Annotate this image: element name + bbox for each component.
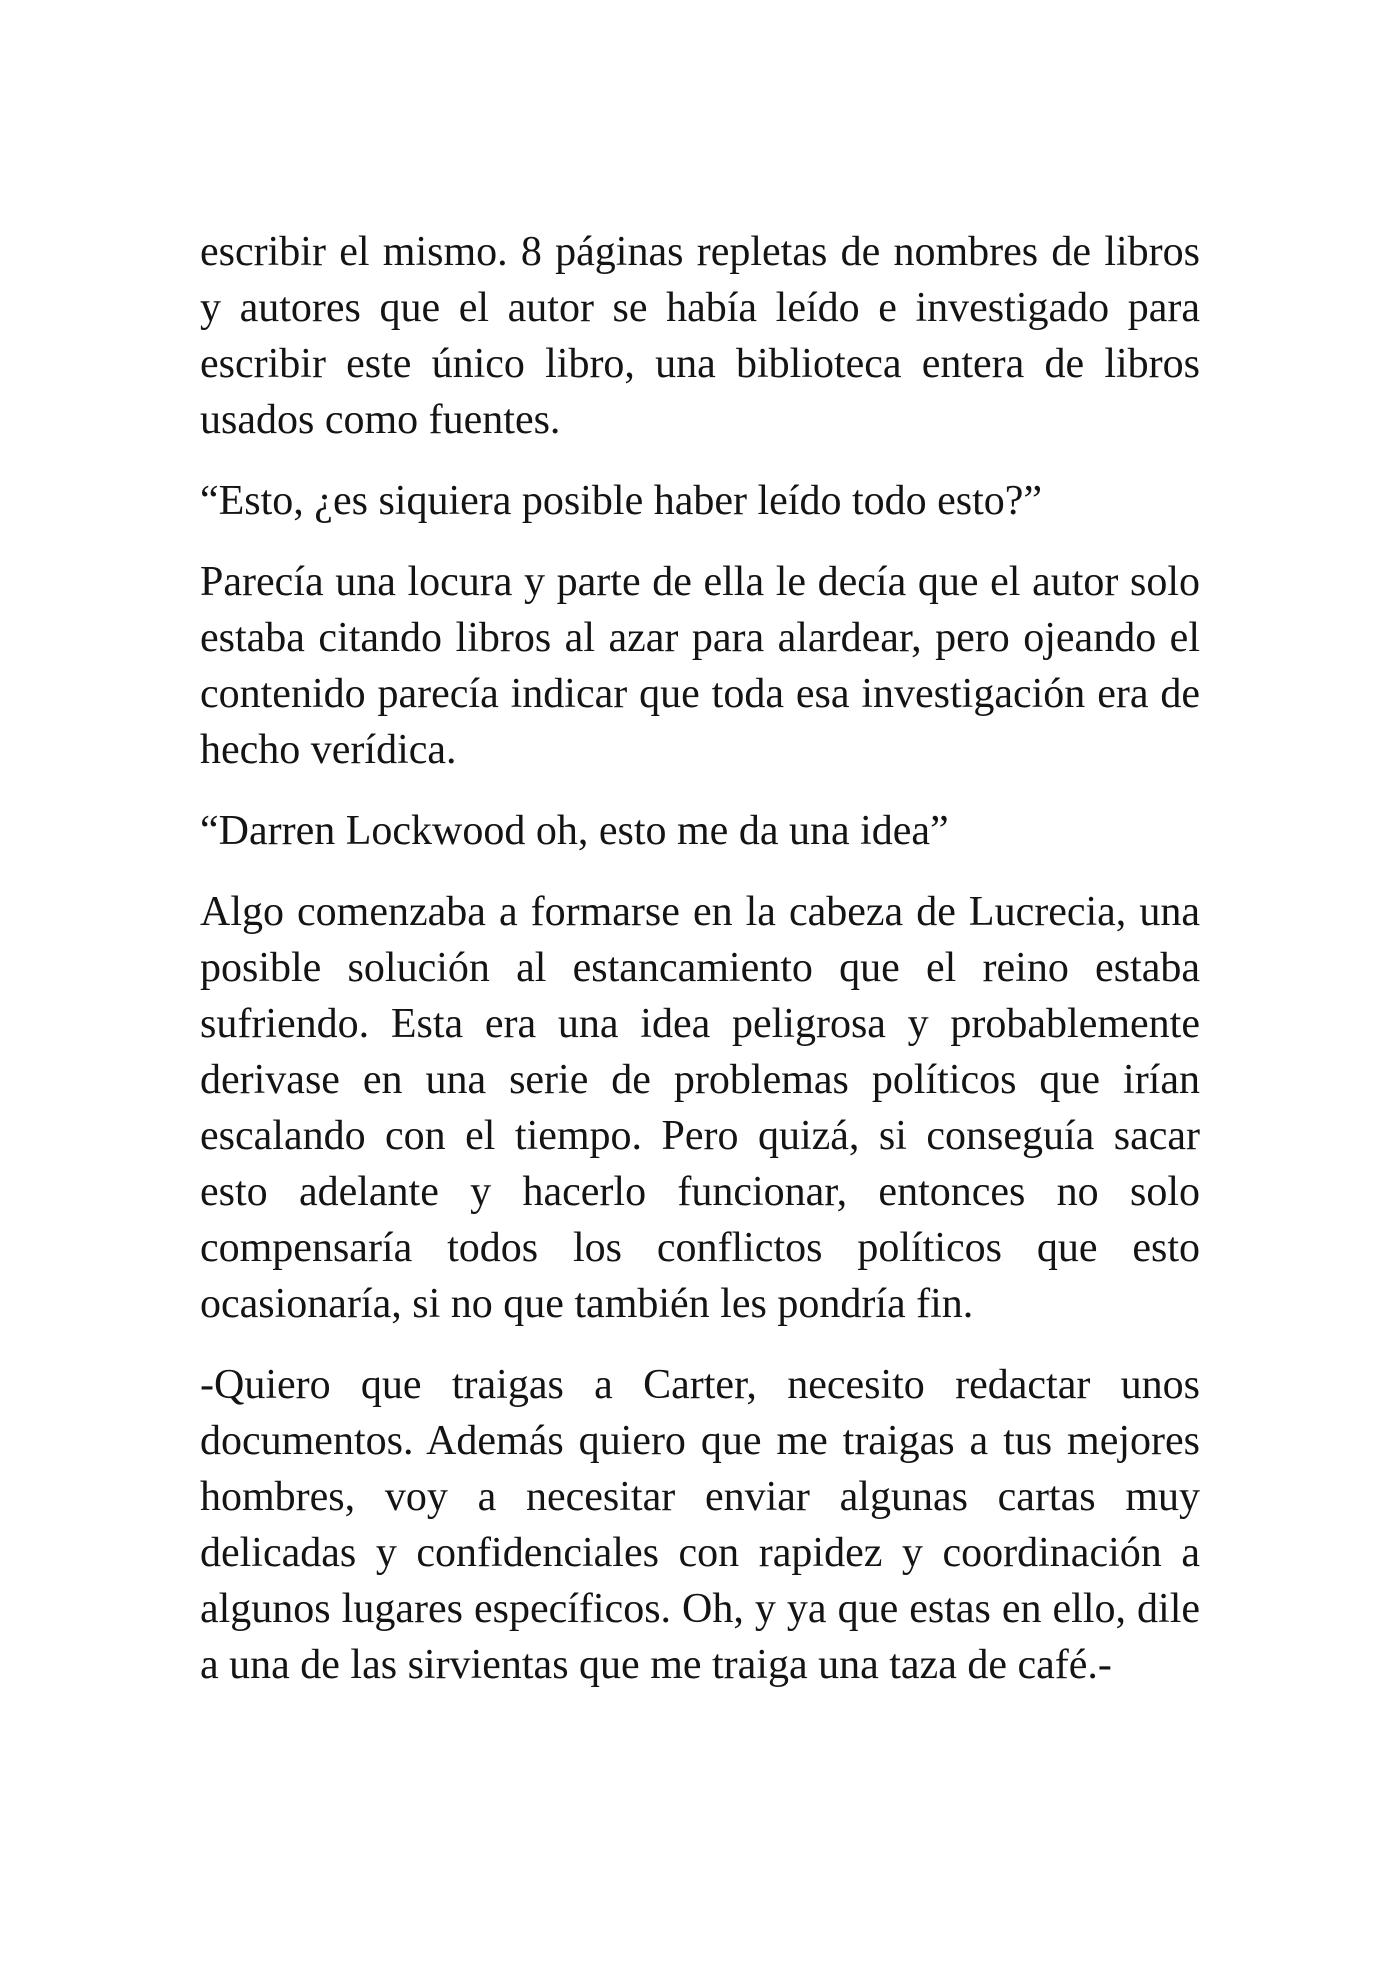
- paragraph-4-quote: “Darren Lockwood oh, esto me da una idea”: [200, 808, 949, 854]
- document-page: [200, 224, 1200, 1693]
- paragraph-5: Algo comenzaba a formarse en la cabeza de Lucrecia, una posible solución al estancamiento que el reino estaba sufriendo. Esta era una idea peligrosa y probablemente derivase en una serie de problemas políticos que irían escalando con el tiempo. Pero quizá, si conseguía sacar esto adelante y hacerlo funcionar, entonces no solo compensaría todos los conflictos políticos que esto ocasionaría, si no que también les pondría fin.: [200, 889, 1200, 1327]
- paragraph-6-dialogue: -Quiero que traigas a Carter, necesito redactar unos documentos. Además quiero que me traigas a tus mejores hombres, voy a necesitar enviar algunas cartas muy delicadas y confidenciales con rapidez y coordinación a algunos lugares específicos. Oh, y ya que estas en ello, dile a una de las sirvientas que me traiga una taza de café.-: [200, 1362, 1200, 1688]
- paragraph-1: escribir el mismo. 8 páginas repletas de nombres de libros y autores que el autor se había leído e investigado para escribir este único libro, una biblioteca entera de libros usados como fuentes.: [200, 229, 1200, 443]
- paragraph-2-quote: “Esto, ¿es siquiera posible haber leído todo esto?”: [200, 478, 1043, 524]
- paragraph-3: Parecía una locura y parte de ella le decía que el autor solo estaba citando libros al azar para alardear, pero ojeando el contenido parecía indicar que toda esa investigación era de hecho verídica.: [200, 559, 1200, 773]
